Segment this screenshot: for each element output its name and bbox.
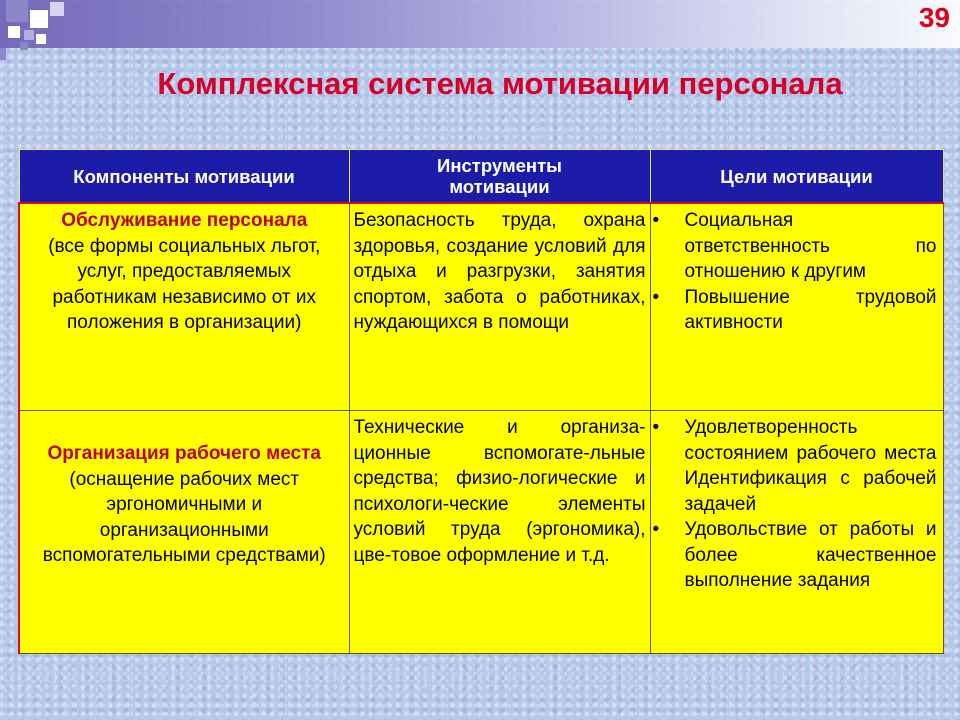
goals-list — [652, 208, 937, 336]
bullet-icon: • — [652, 286, 660, 308]
header-tools — [349, 150, 650, 204]
goal-text: Удовольствие от работы и более качественное выполнение задания — [684, 519, 937, 591]
component-description: (все формы социальных льгот, услуг, предоставляемых работникам независимо от их положения в организации) — [48, 235, 321, 333]
goal-text: Повышение трудовой активности — [684, 286, 937, 333]
bullet-icon: • — [652, 417, 660, 438]
goals-list — [652, 415, 937, 594]
top-decorative-band — [0, 0, 960, 48]
table-row — [19, 203, 943, 411]
decor-square — [36, 34, 46, 44]
bullet-icon: • — [652, 210, 660, 231]
component-cell — [19, 203, 349, 411]
component-name: Обслуживание персонала — [61, 210, 308, 231]
table-row — [19, 411, 943, 654]
table-header-row — [19, 150, 943, 204]
component-description: (оснащение рабочих мест эргономичными и организационными вспомогательными средствами) — [42, 468, 326, 566]
decor-square — [20, 42, 28, 50]
header-tools-label: Инструменты мотивации — [437, 155, 562, 197]
slide-title: Комплексная система мотивации персонала — [157, 66, 843, 101]
tools-cell — [349, 411, 650, 654]
decor-square — [30, 10, 48, 28]
header-goals: Цели мотивации — [650, 150, 943, 204]
goals-cell — [650, 203, 943, 411]
list-item — [652, 208, 937, 285]
list-item — [652, 285, 937, 336]
component-name: Организация рабочего места — [47, 443, 321, 464]
component-cell — [19, 411, 349, 654]
page-number: 39 — [918, 2, 950, 33]
tools-text: Безопасность труда, охрана здоровья, создание условий для отдыха и разгрузки, занятия спортом, забота о работниках, нуждающихся в помощи — [353, 210, 646, 333]
list-item — [652, 415, 937, 517]
tools-cell — [349, 203, 650, 411]
decor-square — [50, 2, 64, 16]
tools-text: Технические и организа-ционные вспомогате-льные средства; физио-логические и психологи-ческие элементы условий труда (эргономика), цве-товое оформление и т.д. — [353, 417, 646, 566]
goal-text: Удовлетворенность состоянием рабочего места Идентификация с рабочей задачей — [684, 417, 937, 515]
goal-text: Социальная ответственность по отношению к другим — [684, 210, 937, 282]
header-components: Компоненты мотивации — [19, 150, 349, 204]
bullet-icon: • — [652, 519, 660, 540]
goals-cell — [650, 411, 943, 654]
decor-square — [0, 48, 6, 60]
decor-square — [6, 0, 28, 22]
motivation-table — [18, 149, 944, 654]
decor-square — [8, 26, 20, 38]
decor-square — [24, 30, 34, 40]
list-item — [652, 517, 937, 594]
